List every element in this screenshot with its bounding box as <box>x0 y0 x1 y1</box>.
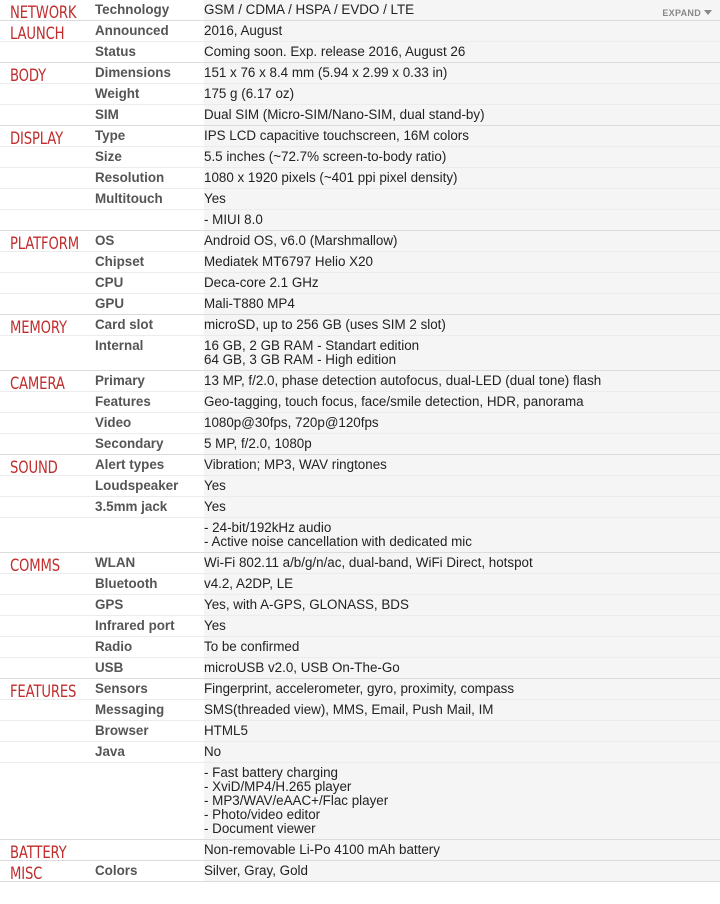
spec-value: To be confirmed <box>204 637 720 657</box>
section-label: MISC <box>10 864 43 883</box>
spec-key: CPU <box>95 275 124 290</box>
spec-key: Size <box>95 149 122 164</box>
spec-row <box>0 167 720 188</box>
spec-row <box>0 0 720 20</box>
spec-value: 1080 x 1920 pixels (~401 ppi pixel density) <box>204 168 720 188</box>
spec-row <box>0 679 720 699</box>
spec-row <box>0 475 720 496</box>
spec-row <box>0 615 720 636</box>
spec-row <box>0 412 720 433</box>
spec-row <box>0 720 720 741</box>
spec-value: 5.5 inches (~72.7% screen-to-body ratio) <box>204 147 720 167</box>
spec-key: Secondary <box>95 436 164 451</box>
spec-key: Bluetooth <box>95 576 158 591</box>
spec-row <box>0 209 720 230</box>
spec-value: Non-removable Li-Po 4100 mAh battery <box>204 840 720 860</box>
spec-key: Dimensions <box>95 65 171 80</box>
spec-value: 16 GB, 2 GB RAM - Standart edition 64 GB, 3 GB RAM - High edition <box>204 336 720 370</box>
spec-row <box>0 231 720 251</box>
spec-row <box>0 188 720 209</box>
spec-value: Mali-T880 MP4 <box>204 294 720 314</box>
spec-key: USB <box>95 660 124 675</box>
section-comms <box>0 553 720 679</box>
spec-row <box>0 455 720 475</box>
spec-key: Java <box>95 744 125 759</box>
spec-row <box>0 371 720 391</box>
spec-value: Yes <box>204 189 720 209</box>
section-label: LAUNCH <box>10 24 65 43</box>
spec-row <box>0 496 720 517</box>
spec-key: GPU <box>95 296 125 311</box>
spec-row <box>0 741 720 762</box>
spec-key <box>0 210 204 230</box>
section-label: SOUND <box>10 458 58 477</box>
spec-key: Colors <box>95 863 138 878</box>
spec-value: 2016, August <box>204 21 720 41</box>
spec-row <box>0 146 720 167</box>
section-label: NETWORK <box>10 3 77 22</box>
spec-key: SIM <box>95 107 119 122</box>
spec-key: Loudspeaker <box>95 478 179 493</box>
spec-key: 3.5mm jack <box>95 499 168 514</box>
spec-row <box>0 433 720 454</box>
spec-row <box>0 83 720 104</box>
spec-row <box>0 335 720 370</box>
section-label: FEATURES <box>10 682 77 701</box>
spec-value: 151 x 76 x 8.4 mm (5.94 x 2.99 x 0.33 in) <box>204 63 720 83</box>
spec-row <box>0 657 720 678</box>
section-sound <box>0 455 720 553</box>
spec-value: microSD, up to 256 GB (uses SIM 2 slot) <box>204 315 720 335</box>
spec-value: Vibration; MP3, WAV ringtones <box>204 455 720 475</box>
spec-value: Silver, Gray, Gold <box>204 861 720 881</box>
spec-row <box>0 41 720 62</box>
spec-value: SMS(threaded view), MMS, Email, Push Mail, IM <box>204 700 720 720</box>
spec-value: No <box>204 742 720 762</box>
section-features <box>0 679 720 840</box>
spec-value: 13 MP, f/2.0, phase detection autofocus, dual-LED (dual tone) flash <box>204 371 720 391</box>
spec-value: IPS LCD capacitive touchscreen, 16M colors <box>204 126 720 146</box>
spec-value: - Fast battery charging - XviD/MP4/H.265 player - MP3/WAV/eAAC+/Flac player - Photo/video editor - Document viewer <box>204 763 720 839</box>
spec-key: Infrared port <box>95 618 175 633</box>
spec-key: Weight <box>95 86 140 101</box>
spec-key: Multitouch <box>95 191 163 206</box>
spec-value: Wi-Fi 802.11 a/b/g/n/ac, dual-band, WiFi Direct, hotspot <box>204 553 720 573</box>
spec-value: - MIUI 8.0 <box>204 210 720 230</box>
spec-value: GSM / CDMA / HSPA / EVDO / LTE <box>204 0 720 20</box>
spec-row <box>0 251 720 272</box>
section-label: CAMERA <box>10 374 65 393</box>
section-label: PLATFORM <box>10 234 79 253</box>
spec-value: Deca-core 2.1 GHz <box>204 273 720 293</box>
section-misc <box>0 861 720 882</box>
section-label: COMMS <box>10 556 60 575</box>
section-battery <box>0 840 720 861</box>
spec-value: microUSB v2.0, USB On-The-Go <box>204 658 720 678</box>
spec-key: OS <box>95 233 115 248</box>
spec-key: Browser <box>95 723 149 738</box>
spec-key <box>0 518 204 552</box>
spec-row <box>0 573 720 594</box>
spec-row <box>0 861 720 881</box>
spec-value: v4.2, A2DP, LE <box>204 574 720 594</box>
spec-row <box>0 762 720 839</box>
spec-value: 1080p@30fps, 720p@120fps <box>204 413 720 433</box>
spec-row <box>0 293 720 314</box>
spec-value: HTML5 <box>204 721 720 741</box>
spec-value: Yes <box>204 497 720 517</box>
spec-key: Messaging <box>95 702 165 717</box>
chevron-down-icon <box>704 10 712 15</box>
spec-row <box>0 594 720 615</box>
spec-value: Geo-tagging, touch focus, face/smile detection, HDR, panorama <box>204 392 720 412</box>
section-body <box>0 63 720 126</box>
spec-key: Internal <box>95 338 144 353</box>
spec-row <box>0 517 720 552</box>
spec-value: 175 g (6.17 oz) <box>204 84 720 104</box>
section-launch <box>0 21 720 63</box>
spec-key: Primary <box>95 373 145 388</box>
spec-row <box>0 636 720 657</box>
spec-value: Coming soon. Exp. release 2016, August 26 <box>204 42 720 62</box>
spec-key: Status <box>95 44 136 59</box>
spec-key: Features <box>95 394 151 409</box>
section-label: BODY <box>10 66 47 85</box>
expand-label: EXPAND <box>662 8 701 18</box>
spec-row <box>0 104 720 125</box>
spec-key: Announced <box>95 23 169 38</box>
spec-key: Technology <box>95 2 170 17</box>
section-platform <box>0 231 720 315</box>
spec-key: WLAN <box>95 555 136 570</box>
spec-row <box>0 840 720 860</box>
spec-row <box>0 21 720 41</box>
section-network <box>0 0 720 21</box>
spec-value: Yes <box>204 616 720 636</box>
spec-key <box>0 763 204 839</box>
spec-row <box>0 315 720 335</box>
spec-row <box>0 126 720 146</box>
spec-key: Chipset <box>95 254 145 269</box>
spec-row <box>0 553 720 573</box>
section-label: MEMORY <box>10 318 67 337</box>
spec-value: Dual SIM (Micro-SIM/Nano-SIM, dual stand-by) <box>204 105 720 125</box>
spec-row <box>0 391 720 412</box>
spec-key: Radio <box>95 639 133 654</box>
spec-value: Android OS, v6.0 (Marshmallow) <box>204 231 720 251</box>
spec-row <box>0 272 720 293</box>
spec-key: Type <box>95 128 126 143</box>
section-label: DISPLAY <box>10 129 64 148</box>
spec-key: GPS <box>95 597 124 612</box>
expand-button[interactable] <box>662 8 712 18</box>
spec-key: Sensors <box>95 681 148 696</box>
section-display <box>0 126 720 231</box>
spec-value: Yes, with A-GPS, GLONASS, BDS <box>204 595 720 615</box>
spec-row <box>0 63 720 83</box>
section-label: BATTERY <box>10 843 67 862</box>
spec-value: Yes <box>204 476 720 496</box>
spec-value: 5 MP, f/2.0, 1080p <box>204 434 720 454</box>
spec-value: Fingerprint, accelerometer, gyro, proximity, compass <box>204 679 720 699</box>
spec-key: Card slot <box>95 317 154 332</box>
spec-value: - 24-bit/192kHz audio - Active noise cancellation with dedicated mic <box>204 518 720 552</box>
section-memory <box>0 315 720 371</box>
spec-key: Video <box>95 415 132 430</box>
spec-row <box>0 699 720 720</box>
spec-key: Alert types <box>95 457 165 472</box>
spec-value: Mediatek MT6797 Helio X20 <box>204 252 720 272</box>
section-camera <box>0 371 720 455</box>
spec-key: Resolution <box>95 170 165 185</box>
